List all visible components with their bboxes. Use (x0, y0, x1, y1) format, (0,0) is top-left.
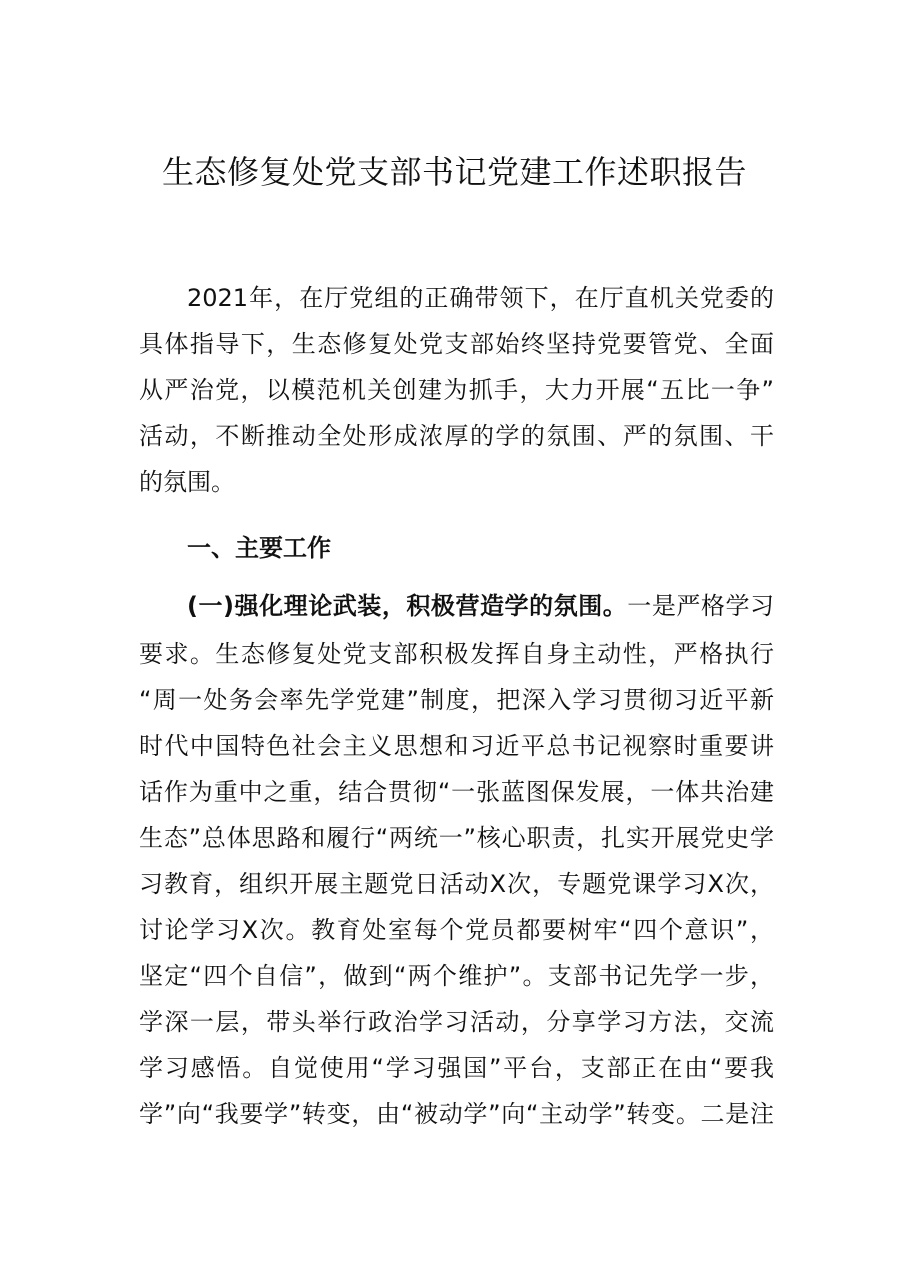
body-line-6: 习教育，组织开展主题党日活动X次，专题党课学习X次， (139, 870, 774, 898)
body-line-3: 时代中国特色社会主义思想和习近平总书记视察时重要讲 (139, 732, 774, 760)
subsection-first-line (187, 590, 774, 622)
body-line-9: 学深一层，带头举行政治学习活动，分享学习方法，交流 (139, 1008, 774, 1036)
body-line-11: 学”向“我要学”转变，由“被动学”向“主动学”转变。二是注 (139, 1100, 774, 1128)
body-line-5: 生态”总体思路和履行“两统一”核心职责，扎实开展党史学 (139, 824, 774, 852)
body-line-1: 要求。生态修复处党支部积极发挥自身主动性，严格执行 (139, 640, 774, 668)
body-line-4: 话作为重中之重，结合贯彻“一张蓝图保发展，一体共治建 (139, 778, 774, 806)
intro-line-2: 具体指导下，生态修复处党支部始终坚持党要管党、全面 (139, 330, 774, 358)
body-line-8: 坚定“四个自信”，做到“两个维护”。支部书记先学一步， (139, 962, 774, 990)
intro-line-5: 的氛围。 (139, 468, 235, 496)
body-line-10: 学习感悟。自觉使用“学习强国”平台，支部正在由“要我 (139, 1054, 774, 1082)
body-line-2: “周一处务会率先学党建”制度，把深入学习贯彻习近平新 (139, 686, 774, 714)
section-heading: 一、主要工作 (187, 534, 331, 562)
body-line-7: 讨论学习X次。教育处室每个党员都要树牢“四个意识”， (139, 916, 774, 944)
subsection-lead-rest: 一是严格学习 (627, 592, 775, 620)
intro-line-4: 活动，不断推动全处形成浓厚的学的氛围、严的氛围、干 (139, 422, 774, 450)
subsection-lead: (一)强化理论武装，积极营造学的氛围。 (187, 592, 628, 620)
document-title: 生态修复处党支部书记党建工作述职报告 (161, 153, 747, 191)
intro-line-3: 从严治党，以模范机关创建为抓手，大力开展“五比一争” (139, 376, 774, 404)
intro-line-1: 2021年，在厅党组的正确带领下，在厅直机关党委的 (187, 284, 774, 312)
